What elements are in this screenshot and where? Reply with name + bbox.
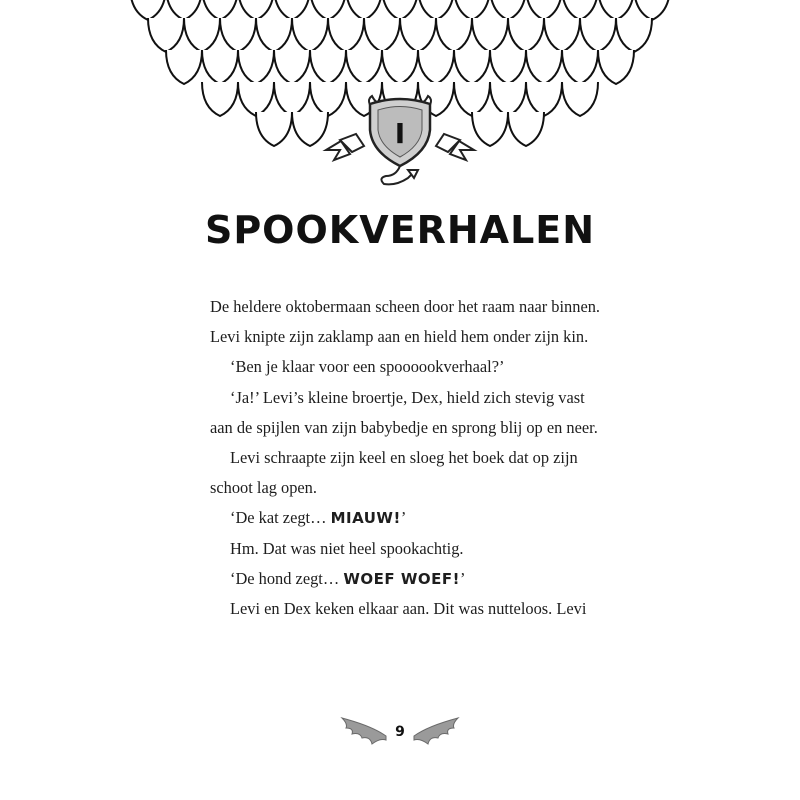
paragraph	[210, 503, 610, 533]
shield-emblem-icon	[0, 0, 800, 200]
paragraph	[210, 564, 610, 594]
paragraph: Levi schraapte zijn keel en sloeg het boek dat op zijn schoot lag open.	[210, 448, 578, 498]
dialogue-text: ‘De hond zegt…	[230, 568, 344, 588]
paragraph: Hm. Dat was niet heel spookachtig.	[230, 538, 464, 558]
chapter-title: SPOOKVERHALEN	[204, 208, 596, 252]
paragraph: ‘Ja!’ Levi’s kleine broertje, Dex, hield zich stevig vast aan de spijlen van zijn babybedje en sprong blij op en neer.	[210, 387, 598, 437]
closing-quote: ’	[460, 568, 466, 588]
paragraph: ‘Ben je klaar voor een spoooookverhaal?’	[230, 357, 505, 377]
paragraph: Levi en Dex keken elkaar aan. Dit was nutteloos. Levi	[230, 599, 587, 619]
page-footer	[0, 712, 800, 752]
closing-quote: ’	[400, 508, 407, 528]
paragraph: De heldere oktobermaan scheen door het raam naar binnen. Levi knipte zijn zaklamp aan en hield hem onder zijn kin.	[210, 297, 601, 347]
sound-effect: MIAUW!	[330, 509, 401, 528]
page-number: 9	[395, 724, 405, 740]
sound-effect: WOEF WOEF!	[343, 569, 460, 588]
chapter-number: I	[394, 117, 406, 150]
dialogue-text: ‘De kat zegt…	[230, 508, 331, 528]
chapter-body	[210, 292, 610, 624]
